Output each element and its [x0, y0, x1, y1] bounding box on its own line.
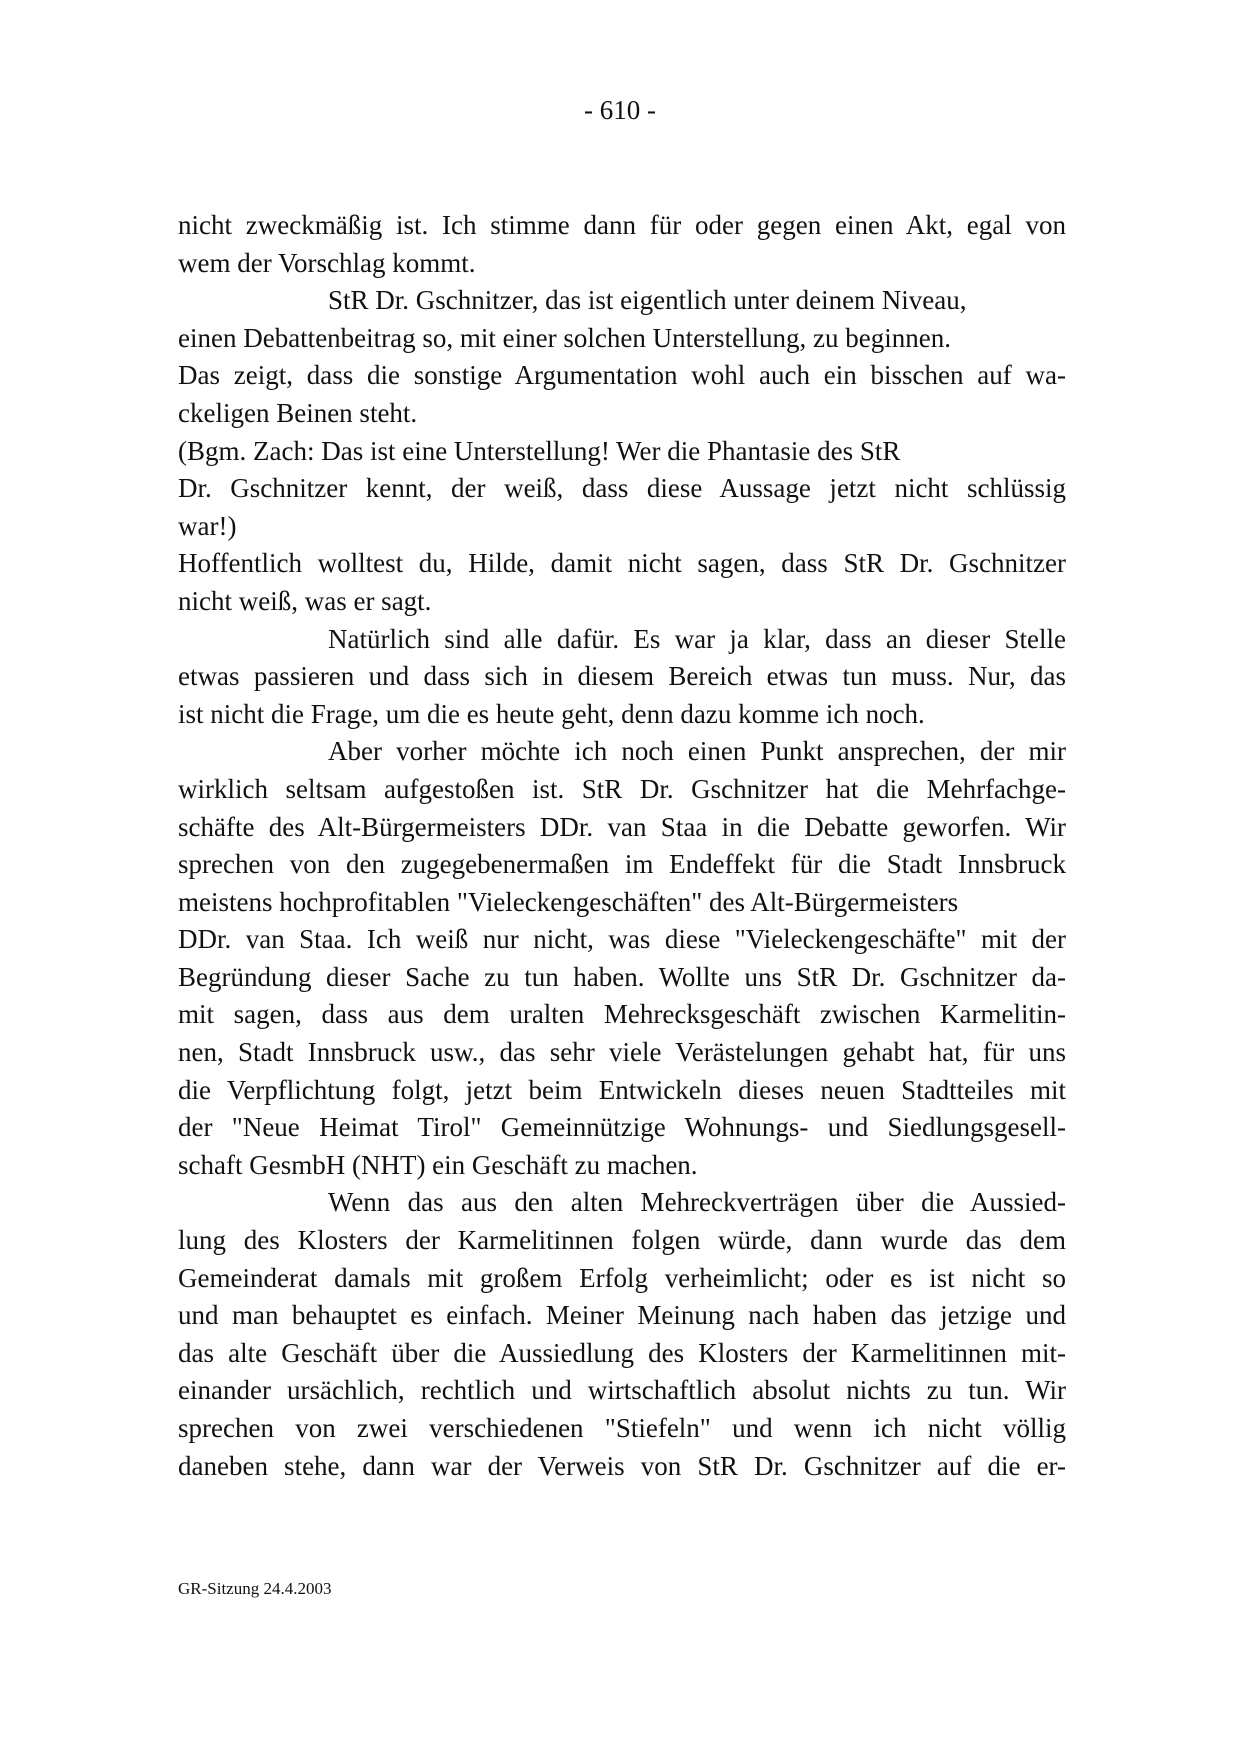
- text-line: und man behauptet es einfach. Meiner Meinung nach haben das jetzige und: [178, 1300, 1066, 1331]
- text-line: mit sagen, dass aus dem uralten Mehrecksgeschäft zwischen Karmelitin-: [178, 999, 1066, 1030]
- text-line: etwas passieren und dass sich in diesem Bereich etwas tun muss. Nur, das: [178, 661, 1066, 692]
- text-line: Gemeinderat damals mit großem Erfolg verheimlicht; oder es ist nicht so: [178, 1262, 1066, 1293]
- text-line: ckeligen Beinen steht.: [178, 397, 418, 428]
- text-line: Aber vorher möchte ich noch einen Punkt ansprechen, der mir: [328, 736, 1066, 767]
- text-line: war!): [178, 510, 237, 541]
- text-line: ist nicht die Frage, um die es heute geht, denn dazu komme ich noch.: [178, 698, 925, 729]
- text-line: (Bgm. Zach: Das ist eine Unterstellung! Wer die Phantasie des StR: [178, 435, 901, 466]
- text-line: Das zeigt, dass die sonstige Argumentation wohl auch ein bisschen auf wa-: [178, 360, 1066, 391]
- text-line: nicht weiß, was er sagt.: [178, 585, 432, 616]
- text-line: Wenn das aus den alten Mehreckverträgen über die Aussied-: [328, 1187, 1066, 1218]
- text-line: daneben stehe, dann war der Verweis von StR Dr. Gschnitzer auf die er-: [178, 1450, 1066, 1481]
- text-line: sprechen von den zugegebenermaßen im Endeffekt für die Stadt Innsbruck: [178, 849, 1066, 880]
- text-line: Dr. Gschnitzer kennt, der weiß, dass diese Aussage jetzt nicht schlüssig: [178, 473, 1066, 504]
- page-number: - 610 -: [584, 95, 656, 125]
- text-line: Begründung dieser Sache zu tun haben. Wollte uns StR Dr. Gschnitzer da-: [178, 961, 1066, 992]
- text-line: wirklich seltsam aufgestoßen ist. StR Dr. Gschnitzer hat die Mehrfachge-: [178, 773, 1066, 804]
- text-line: sprechen von zwei verschiedenen "Stiefeln" und wenn ich nicht völlig: [178, 1413, 1066, 1443]
- text-line: einen Debattenbeitrag so, mit einer solchen Unterstellung, zu beginnen.: [178, 322, 952, 353]
- text-line: lung des Klosters der Karmelitinnen folgen würde, dann wurde das dem: [178, 1225, 1066, 1256]
- text-line: StR Dr. Gschnitzer, das ist eigentlich unter deinem Niveau,: [328, 285, 967, 316]
- text-line: meistens hochprofitablen "Vieleckengeschäften" des Alt-Bürgermeisters: [178, 886, 959, 917]
- body-text: [178, 207, 1066, 1485]
- text-line: schäfte des Alt-Bürgermeisters DDr. van Staa in die Debatte geworfen. Wir: [178, 811, 1066, 842]
- text-line: Natürlich sind alle dafür. Es war ja klar, dass an dieser Stelle: [328, 623, 1066, 654]
- footer-session-date: GR-Sitzung 24.4.2003: [178, 1579, 332, 1598]
- text-line: DDr. van Staa. Ich weiß nur nicht, was diese "Vieleckengeschäfte" mit der: [178, 924, 1066, 955]
- text-line: Hoffentlich wolltest du, Hilde, damit nicht sagen, dass StR Dr. Gschnitzer: [178, 548, 1066, 579]
- text-line: einander ursächlich, rechtlich und wirtschaftlich absolut nichts zu tun. Wir: [178, 1375, 1066, 1406]
- text-line: das alte Geschäft über die Aussiedlung des Klosters der Karmelitinnen mit-: [178, 1337, 1066, 1368]
- text-line: wem der Vorschlag kommt.: [178, 247, 476, 278]
- text-line: schaft GesmbH (NHT) ein Geschäft zu machen.: [178, 1149, 698, 1180]
- text-line: nicht zweckmäßig ist. Ich stimme dann für oder gegen einen Akt, egal von: [178, 210, 1066, 240]
- text-line: der "Neue Heimat Tirol" Gemeinnützige Wohnungs- und Siedlungsgesell-: [178, 1112, 1066, 1143]
- text-line: die Verpflichtung folgt, jetzt beim Entwickeln dieses neuen Stadtteiles mit: [178, 1074, 1066, 1105]
- text-line: nen, Stadt Innsbruck usw., das sehr viele Verästelungen gehabt hat, für uns: [178, 1037, 1066, 1068]
